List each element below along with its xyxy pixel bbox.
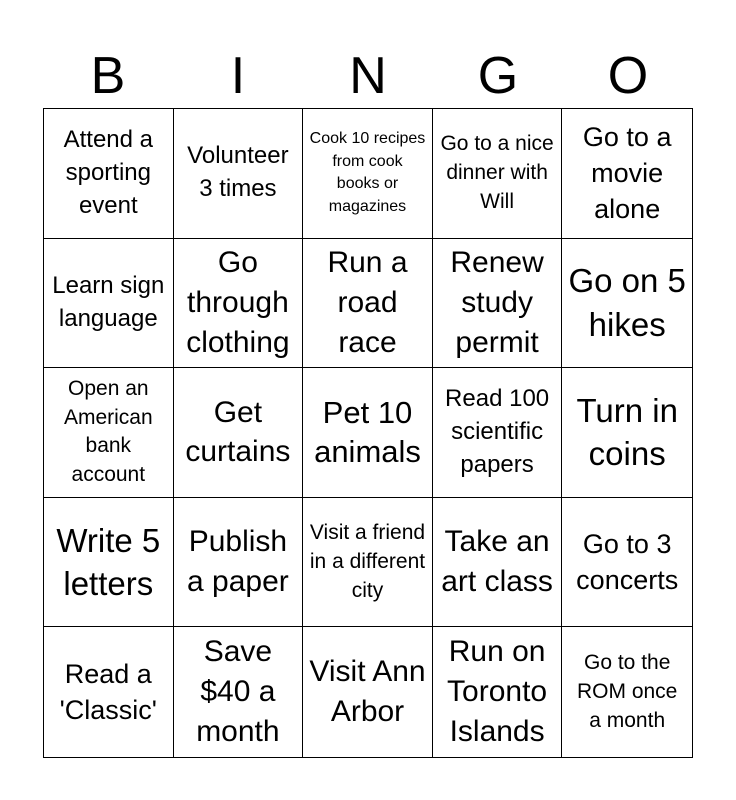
bingo-cell-r3-c4[interactable] (433, 368, 563, 498)
bingo-cell-r1-c1[interactable] (44, 109, 174, 239)
bingo-cell-text: Visit a friend in a different city (309, 520, 426, 602)
bingo-cell-text: Run a road race (327, 246, 408, 359)
bingo-cell-r5-c3[interactable] (303, 627, 433, 757)
bingo-cell-text: Read 100 scientific papers (445, 385, 550, 478)
bingo-cell-text: Cook 10 recipes from cook books or magazines (309, 129, 426, 216)
header-letter-n: N (349, 47, 387, 105)
bingo-cell-text: Renew study permit (450, 246, 544, 359)
bingo-cell-r3-c3[interactable] (303, 368, 433, 498)
bingo-cell-text: Write 5 letters (56, 521, 161, 603)
bingo-cell-text: Run on Toronto Islands (447, 635, 548, 749)
bingo-cell-r4-c5[interactable] (562, 498, 692, 628)
bingo-cell-text: Open an American bank account (63, 376, 153, 487)
bingo-cell-r4-c3[interactable] (303, 498, 433, 628)
bingo-cell-text: Save $40 a month (196, 635, 280, 749)
header-letter-i: I (230, 47, 246, 105)
header-letter-b: B (90, 47, 126, 105)
bingo-cell-r5-c1[interactable] (44, 627, 174, 757)
bingo-cell-text: Read a 'Classic' (59, 659, 157, 726)
bingo-cell-text: Go to the ROM once a month (577, 650, 678, 732)
bingo-cell-r2-c5[interactable] (562, 239, 692, 369)
bingo-cell-r3-c2[interactable] (174, 368, 304, 498)
bingo-cell-text: Go to a movie alone (582, 122, 672, 225)
bingo-cell-text: Go through clothing (186, 246, 290, 359)
bingo-cell-text: Volunteer 3 times (187, 142, 289, 203)
bingo-cell-r1-c3[interactable] (303, 109, 433, 239)
bingo-cell-text: Go on 5 hikes (568, 262, 686, 343)
bingo-cell-r3-c1[interactable] (44, 368, 174, 498)
bingo-cell-r5-c5[interactable] (562, 627, 692, 757)
bingo-card-grid (43, 108, 693, 758)
bingo-cell-text: Publish a paper (187, 525, 289, 599)
bingo-cell-text: Go to 3 concerts (576, 528, 679, 596)
bingo-cell-r1-c2[interactable] (174, 109, 304, 239)
bingo-cell-r5-c2[interactable] (174, 627, 304, 757)
bingo-cell-r3-c5[interactable] (562, 368, 692, 498)
bingo-cell-text: Turn in coins (576, 391, 678, 473)
bingo-cell-text: Pet 10 animals (314, 394, 421, 470)
bingo-cell-text: Learn sign language (52, 272, 165, 332)
bingo-cell-r2-c3[interactable] (303, 239, 433, 369)
bingo-cell-r2-c4[interactable] (433, 239, 563, 369)
bingo-cell-text: Attend a sporting event (63, 125, 153, 219)
bingo-cell-text: Visit Ann Arbor (309, 655, 426, 729)
bingo-header (43, 44, 693, 108)
bingo-cell-r1-c5[interactable] (562, 109, 692, 239)
bingo-cell-r4-c2[interactable] (174, 498, 304, 628)
header-letter-o: O (607, 47, 649, 105)
bingo-cell-r4-c4[interactable] (433, 498, 563, 628)
bingo-cell-r4-c1[interactable] (44, 498, 174, 628)
bingo-cell-text: Go to a nice dinner with Will (440, 131, 554, 213)
bingo-cell-r5-c4[interactable] (433, 627, 563, 757)
bingo-cell-text: Take an art class (441, 525, 553, 599)
bingo-cell-r2-c1[interactable] (44, 239, 174, 369)
bingo-cell-text: Get curtains (185, 395, 291, 469)
bingo-cell-r2-c2[interactable] (174, 239, 304, 369)
bingo-cell-r1-c4[interactable] (433, 109, 563, 239)
header-letter-g: G (477, 47, 519, 105)
